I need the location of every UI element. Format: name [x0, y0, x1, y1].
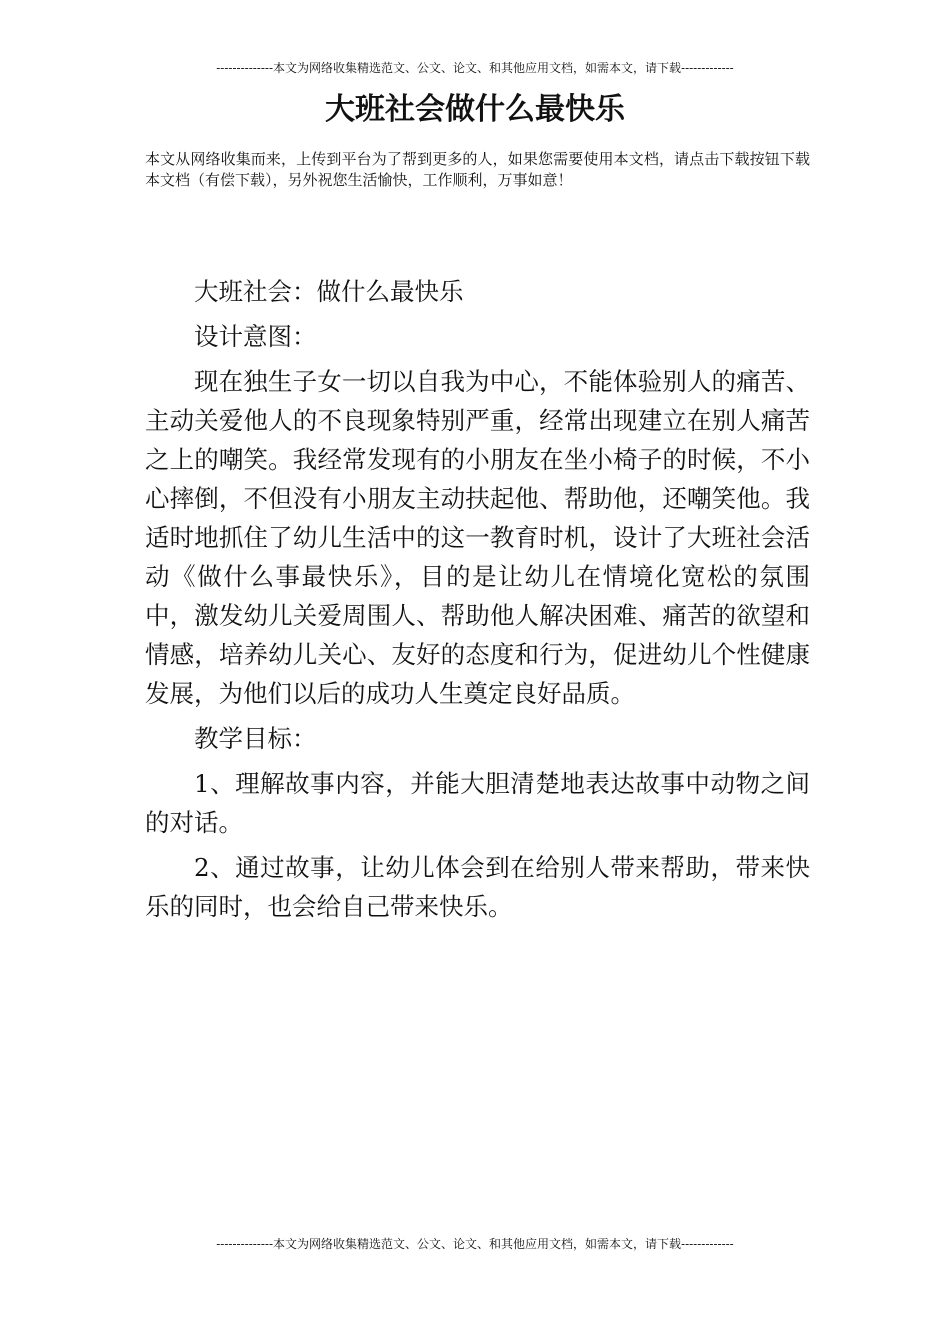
teaching-goal-item-1: 1、理解故事内容，并能大胆清楚地表达故事中动物之间的对话。 — [145, 769, 810, 837]
running-header: --------------本文为网络收集精选范文、公文、论文、和其他应用文档，如需本文，请下载------------- — [216, 61, 734, 75]
teaching-goal-item-2: 2、通过故事，让幼儿体会到在给别人带来帮助，带来快乐的同时，也会给自己带来快乐。 — [145, 853, 810, 921]
document-title: 大班社会做什么最快乐 — [325, 92, 625, 127]
document-body — [145, 272, 810, 932]
running-footer: --------------本文为网络收集精选范文、公文、论文、和其他应用文档，如需本文，请下载------------- — [216, 1237, 734, 1251]
section-heading-design-intent: 设计意图： — [194, 322, 317, 351]
section-heading-teaching-goals: 教学目标： — [194, 724, 317, 753]
section-heading-topic: 大班社会：做什么最快乐 — [194, 277, 464, 306]
paragraph-design-intent: 现在独生子女一切以自我为中心，不能体验别人的痛苦、主动关爱他人的不良现象特别严重，经常出现建立在别人痛苦之上的嘲笑。我经常发现有的小朋友在坐小椅子的时候，不小心摔倒，不但没有小朋友主动扶起他、帮助他，还嘲笑他。我适时地抓住了幼儿生活中的这一教育时机，设计了大班社会活动《做什么事最快乐》，目的是让幼儿在情境化宽松的氛围中，激发幼儿关爱周围人、帮助他人解决困难、痛苦的欲望和情感，培养幼儿关心、友好的态度和行为，促进幼儿个性健康发展，为他们以后的成功人生奠定良好品质。 — [145, 367, 810, 708]
download-notice: 本文从网络收集而来，上传到平台为了帮到更多的人，如果您需要使用本文档，请点击下载按钮下载本文档（有偿下载），另外祝您生活愉快，工作顺利，万事如意！ — [145, 150, 810, 189]
